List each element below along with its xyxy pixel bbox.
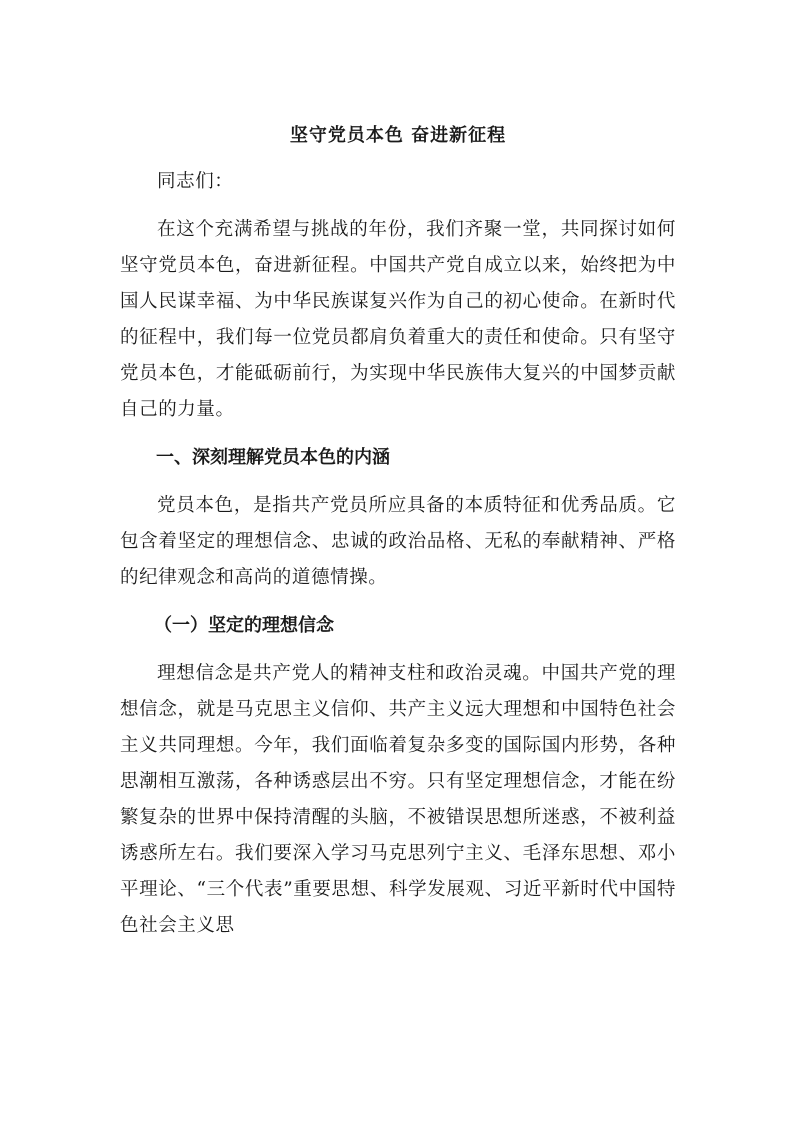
section-heading-1: 一、深刻理解党员本色的内涵 <box>156 447 390 468</box>
subsection-1-paragraph: 理想信念是共产党人的精神支柱和政治灵魂。中国共产党的理想信念，就是马克思主义信仰、共产主义远大理想和中国特色社会主义共同理想。今年，我们面临着复杂多变的国际国内形势，各种思潮相互激荡，各种诱惑层出不穷。只有坚定理想信念，才能在纷繁复杂的世界中保持清醒的头脑，不被错误思想所迷惑，不被利益诱惑所左右。我们要深入学习马克思列宁主义、毛泽东思想、邓小平理论、“三个代表”重要思想、科学发展观、习近平新时代中国特色社会主义思 <box>120 663 676 936</box>
document-title: 坚守党员本色 奋进新征程 <box>289 125 507 146</box>
document-body <box>120 118 676 956</box>
section-1-paragraph: 党员本色，是指共产党员所应具备的本质特征和优秀品质。它包含着坚定的理想信念、忠诚的政治品格、无私的奉献精神、严格的纪律观念和高尚的道德情操。 <box>120 495 676 588</box>
subsection-heading-1: （一）坚定的理想信念 <box>154 615 334 636</box>
salutation: 同志们： <box>157 171 234 192</box>
intro-paragraph: 在这个充满希望与挑战的年份，我们齐聚一堂，共同探讨如何坚守党员本色，奋进新征程。中国共产党自成立以来，始终把为中国人民谋幸福、为中华民族谋复兴作为自己的初心使命。在新时代的征程中，我们每一位党员都肩负着重大的责任和使命。只有坚守党员本色，才能砥砺前行，为实现中华民族伟大复兴的中国梦贡献自己的力量。 <box>120 219 676 420</box>
